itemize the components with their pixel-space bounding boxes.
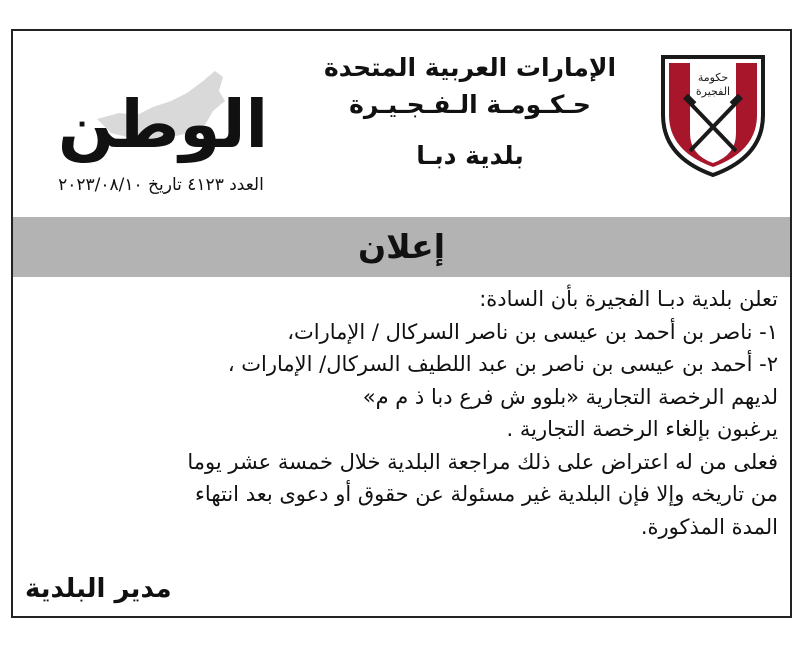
- body-line: لديهم الرخصة التجارية «بلوو ش فرع دبا ذ م م»: [362, 384, 778, 409]
- body-line: ١- ناصر بن أحمد بن عيسى بن ناصر السركال / الإمارات،: [287, 319, 778, 344]
- issue-date: العدد ٤١٢٣ تاريخ ٢٠٢٣/٠٨/١٠: [58, 175, 264, 195]
- announcement-title: إعلان: [357, 227, 446, 266]
- body-line: ٢- أحمد بن عيسى بن ناصر بن عبد اللطيف السركال/ الإمارات ،: [227, 352, 778, 376]
- municipality-name: بلدية دبـا: [416, 141, 524, 170]
- body-line: فعلى من له اعتراض على ذلك مراجعة البلدية خلال خمسة عشر يوما: [187, 449, 778, 474]
- emblem-text-line2: الفجيرة: [695, 85, 731, 98]
- announcement-body: [18, 283, 778, 543]
- government-heading: [310, 51, 630, 179]
- body-line: يرغبون بإلغاء الرخصة التجارية .: [506, 417, 778, 441]
- announcement-header: [13, 31, 790, 215]
- newspaper-logo: الوطن: [57, 86, 269, 163]
- country-name: الإمارات العربية المتحدة: [323, 53, 617, 82]
- signature-municipality-director: مدير البلدية: [25, 574, 172, 604]
- announcement-banner: [13, 217, 790, 277]
- newspaper-masthead: [23, 63, 293, 213]
- emblem-text-line1: حكومة: [697, 71, 729, 84]
- body-line: تعلن بلدية دبـا الفجيرة بأن السادة:: [479, 287, 778, 311]
- announcement-frame: [11, 29, 792, 618]
- fujairah-government-emblem-icon: [660, 53, 766, 179]
- body-line: من تاريخه وإلا فإن البلدية غير مسئولة عن حقوق أو دعوى بعد انتهاء: [195, 482, 778, 506]
- body-line: المدة المذكورة.: [640, 514, 778, 539]
- government-name: حـكـومـة الـفـجـيـرة: [349, 90, 591, 119]
